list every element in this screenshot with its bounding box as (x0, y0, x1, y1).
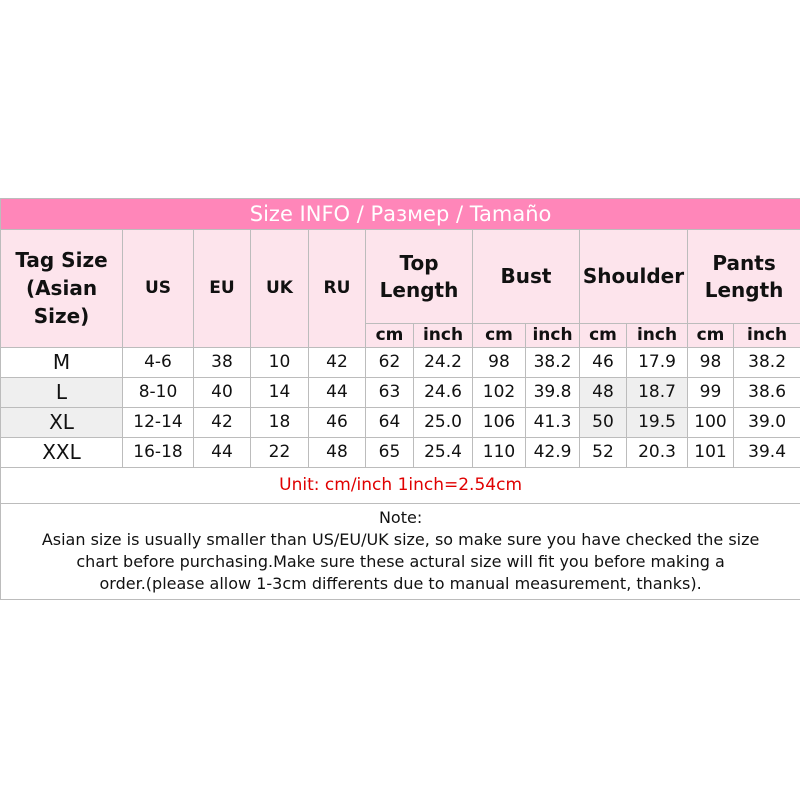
cell-tag-size: L (1, 377, 123, 407)
cell-pants-cm: 101 (688, 437, 734, 467)
cell-top-inch: 24.6 (414, 377, 473, 407)
cell-us: 16-18 (123, 437, 194, 467)
header-ru: RU (309, 230, 366, 348)
note-box (1, 503, 800, 599)
cell-pants-inch: 38.2 (734, 347, 800, 377)
cell-shoulder-cm: 52 (580, 437, 627, 467)
header-shoulder: Shoulder (580, 230, 688, 324)
note-heading: Note: (378, 508, 423, 528)
cell-uk: 10 (251, 347, 309, 377)
cell-shoulder-inch: 18.7 (627, 377, 688, 407)
cell-top-inch: 25.0 (414, 407, 473, 437)
cell-bust-inch: 39.8 (526, 377, 580, 407)
cell-eu: 44 (194, 437, 251, 467)
table-row (1, 407, 800, 437)
table-row (1, 437, 800, 467)
table-row (1, 377, 800, 407)
cell-tag-size: XL (1, 407, 123, 437)
header-shoulder-inch: inch (627, 324, 688, 348)
cell-uk: 22 (251, 437, 309, 467)
cell-eu: 40 (194, 377, 251, 407)
cell-pants-inch: 38.6 (734, 377, 800, 407)
header-top-inch: inch (414, 324, 473, 348)
cell-us: 4-6 (123, 347, 194, 377)
note-line: chart before purchasing.Make sure these actural size will fit you before making a (76, 552, 725, 572)
header-pants-cm: cm (688, 324, 734, 348)
header-bust-cm: cm (473, 324, 526, 348)
header-bust-inch: inch (526, 324, 580, 348)
header-top-cm: cm (366, 324, 414, 348)
cell-us: 8-10 (123, 377, 194, 407)
cell-pants-cm: 98 (688, 347, 734, 377)
cell-bust-cm: 102 (473, 377, 526, 407)
cell-top-cm: 65 (366, 437, 414, 467)
cell-uk: 14 (251, 377, 309, 407)
header-uk: UK (251, 230, 309, 348)
header-top-length: Top Length (366, 230, 473, 324)
note-line: order.(please allow 1-3cm differents due to manual measurement, thanks). (99, 574, 702, 594)
cell-uk: 18 (251, 407, 309, 437)
chart-title: Size INFO / Размер / Tamaño (1, 199, 800, 230)
cell-pants-inch: 39.4 (734, 437, 800, 467)
cell-top-inch: 25.4 (414, 437, 473, 467)
cell-bust-inch: 38.2 (526, 347, 580, 377)
header-tag-size: Tag Size (Asian Size) (1, 230, 123, 348)
cell-shoulder-cm: 48 (580, 377, 627, 407)
cell-shoulder-cm: 50 (580, 407, 627, 437)
cell-pants-cm: 100 (688, 407, 734, 437)
cell-ru: 44 (309, 377, 366, 407)
cell-top-cm: 64 (366, 407, 414, 437)
cell-bust-cm: 98 (473, 347, 526, 377)
cell-ru: 46 (309, 407, 366, 437)
cell-bust-inch: 41.3 (526, 407, 580, 437)
header-eu: EU (194, 230, 251, 348)
cell-ru: 42 (309, 347, 366, 377)
cell-bust-cm: 110 (473, 437, 526, 467)
header-bust: Bust (473, 230, 580, 324)
cell-pants-inch: 39.0 (734, 407, 800, 437)
header-pants-inch: inch (734, 324, 800, 348)
cell-eu: 42 (194, 407, 251, 437)
header-pants-length: Pants Length (688, 230, 800, 324)
cell-us: 12-14 (123, 407, 194, 437)
cell-top-cm: 62 (366, 347, 414, 377)
cell-tag-size: XXL (1, 437, 123, 467)
cell-shoulder-inch: 20.3 (627, 437, 688, 467)
cell-shoulder-inch: 19.5 (627, 407, 688, 437)
cell-top-inch: 24.2 (414, 347, 473, 377)
cell-shoulder-cm: 46 (580, 347, 627, 377)
cell-shoulder-inch: 17.9 (627, 347, 688, 377)
header-us: US (123, 230, 194, 348)
cell-pants-cm: 99 (688, 377, 734, 407)
header-shoulder-cm: cm (580, 324, 627, 348)
cell-bust-cm: 106 (473, 407, 526, 437)
cell-tag-size: M (1, 347, 123, 377)
cell-bust-inch: 42.9 (526, 437, 580, 467)
unit-note: Unit: cm/inch 1inch=2.54cm (1, 467, 800, 503)
note-line: Asian size is usually smaller than US/EU/UK size, so make sure you have checked the size (41, 530, 760, 550)
size-chart-table (0, 198, 800, 600)
cell-top-cm: 63 (366, 377, 414, 407)
cell-eu: 38 (194, 347, 251, 377)
table-row (1, 347, 800, 377)
cell-ru: 48 (309, 437, 366, 467)
